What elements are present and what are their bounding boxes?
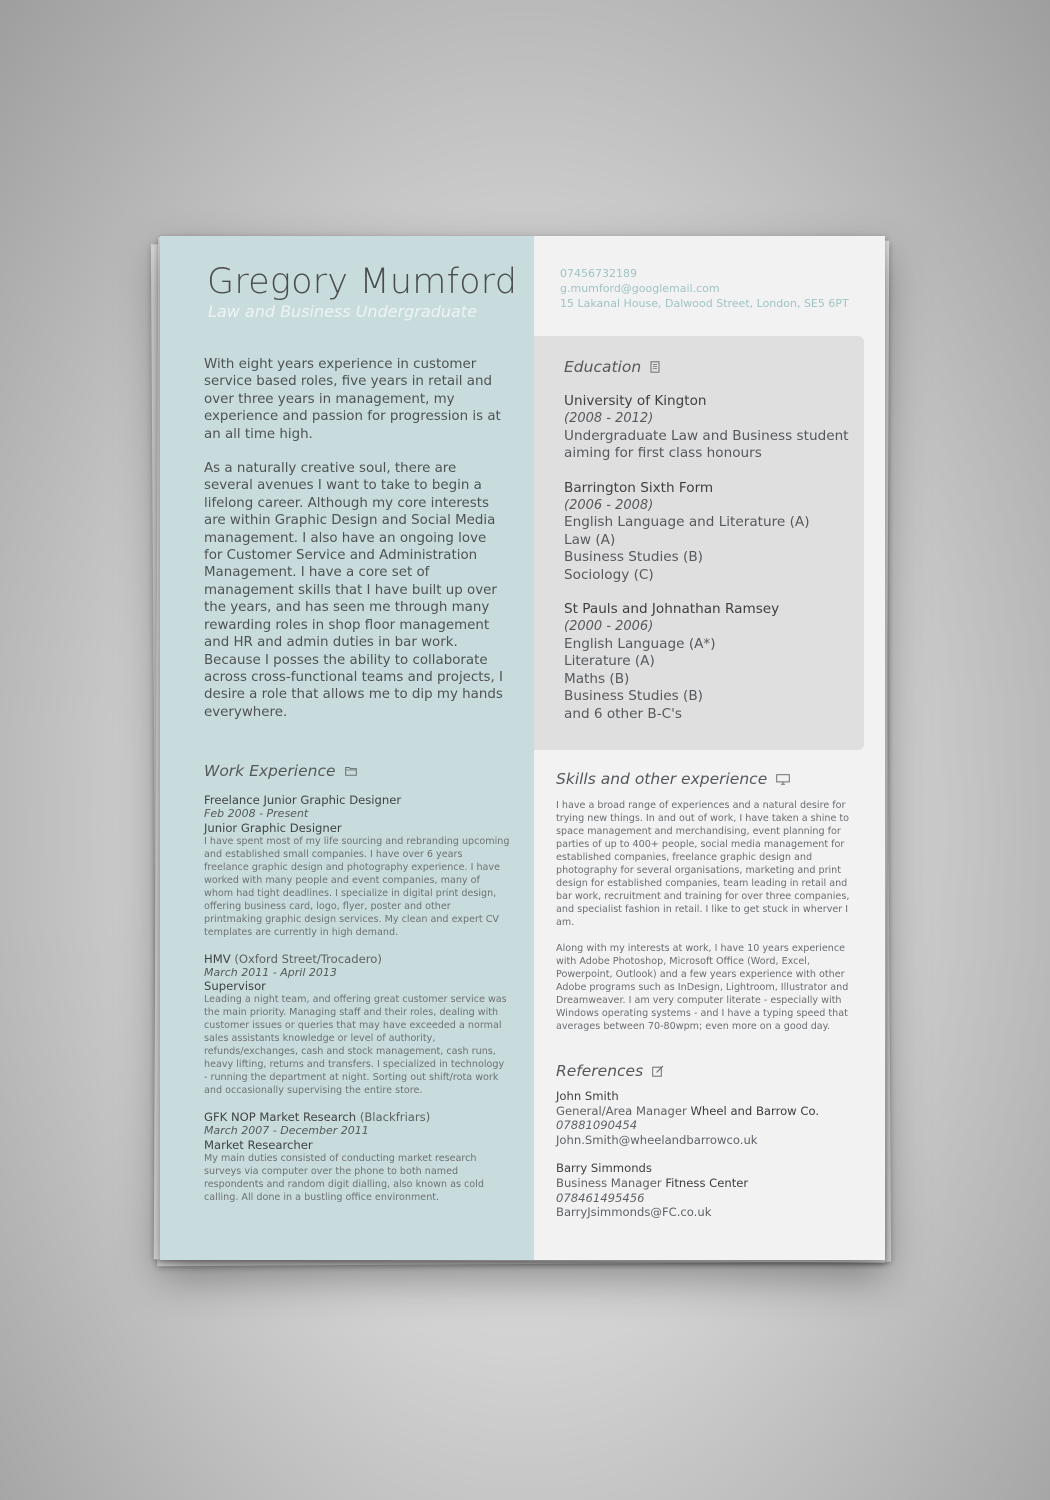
school-detail: Sociology (C) [564, 566, 654, 583]
job-description: My main duties consisted of conducting market research surveys via computer over the phone to both named respondents and random digit dialling, also known as cold calling. All done in a bustling office environment. [204, 1152, 484, 1203]
employer-name: GFK NOP Market Research [204, 1110, 357, 1124]
job-employer [204, 793, 510, 807]
reference-position [556, 1176, 866, 1191]
reference-job-title: General/Area Manager [556, 1103, 687, 1118]
references-section [556, 1062, 866, 1234]
contact-phone: 07456732189 [560, 267, 637, 280]
job-role: Supervisor [204, 979, 266, 993]
reference-phone: 078461495456 [556, 1190, 645, 1205]
job-role: Market Researcher [204, 1137, 313, 1152]
references-title: References [556, 1062, 644, 1080]
education-section [534, 336, 864, 750]
contact-block [560, 266, 849, 311]
education-title: Education [564, 358, 642, 376]
reference-email: John.Smith@wheelandbarrowco.uk [556, 1132, 758, 1147]
resume-page [160, 236, 885, 1260]
reference-email: BarryJsimmonds@FC.co.uk [556, 1205, 712, 1220]
school-detail: Maths (B) [564, 670, 630, 687]
skills-paragraph: I have a broad range of experiences and a natural desire for trying new things. In and out of work, I have taken a shine to space management and merchandising, event planning for parties of up to 400+ people, social media management for established companies, freelance graphic design and photography for several organisations, marketing and print design for established companies, team leading in retail and bar work, recruitment and training for over three companies, and specialist fashion in retail. I like to get stuck in wherver I am. [556, 800, 850, 928]
reference-position [556, 1104, 866, 1119]
contact-address: 15 Lakanal House, Dalwood Street, London, SE5 6PT [560, 297, 849, 310]
employer-name: Freelance Junior Graphic Designer [204, 793, 402, 807]
school-detail: Literature (A) [564, 653, 655, 670]
references-heading [556, 1062, 866, 1080]
job-description: I have spent most of my life sourcing and rebranding upcoming and established small companies. I have over 6 years freelance graphic design and photography experience. I have worked with many people and event companies, many of whom had tight deadlines. I specialize in digital print design, offering business card, logo, flyer, poster and other printmaking graphic design services. My clean and expert CV templates are currently in high demand. [204, 835, 510, 938]
school-detail: Business Studies (B) [564, 549, 703, 566]
left-column [160, 236, 534, 1260]
reference-entry [556, 1089, 866, 1147]
school-detail: and 6 other B-C's [564, 705, 682, 722]
intro-paragraph: With eight years experience in customer service based roles, five years in retail and over three years in management, my experience and passion for progression is at an all time high. [204, 357, 501, 442]
reference-company: Wheel and Barrow Co. [690, 1103, 820, 1118]
school-detail: Business Studies (B) [564, 688, 703, 705]
work-experience-title: Work Experience [204, 762, 336, 780]
reference-name: John Smith [556, 1089, 619, 1103]
folder-icon [345, 766, 357, 776]
job-employer [204, 1110, 510, 1124]
school-detail: Undergraduate Law and Business student aiming for first class honours [564, 427, 849, 462]
employer-name: HMV [204, 951, 231, 966]
work-experience-section [204, 762, 510, 1217]
work-experience-heading [204, 762, 510, 780]
job-description: Leading a night team, and offering great customer service was the main priority. Managing staff and their roles, dealing with customer issues or queries that may have exceeded a normal sales assistants knowledge or level of authority, refunds/exchanges, cash and stock management, cash runs, heavy lifting, returns and transfers. I specialized in technology - running the department at night. Sorting out shift/rota work and occasionally supervising the entire store. [204, 994, 507, 1096]
reference-entry [556, 1161, 866, 1219]
job-dates: March 2011 - April 2013 [204, 965, 337, 979]
job-entry [204, 952, 510, 1098]
reference-company: Fitness Center [665, 1175, 749, 1190]
reference-name: Barry Simmonds [556, 1161, 652, 1176]
intro-section [204, 356, 504, 738]
skills-heading [556, 770, 856, 788]
job-dates: March 2007 - December 2011 [204, 1124, 369, 1137]
skills-paragraph: Along with my interests at work, I have 10 years experience with Adobe Photoshop, Microsoft Office (Word, Excel, Powerpoint, Outlook) and a few years experience with other Adobe programs such as InDesign, Lightroom, Illustrator and Dreamweaver. I am very computer literate - especially with Windows operating systems - and I have a typing speed that averages between 70-80wpm; even more on a good day. [556, 943, 849, 1032]
reference-phone: 07881090454 [556, 1118, 638, 1133]
document-icon [650, 361, 660, 373]
school-name: Barrington Sixth Form [564, 479, 714, 496]
reference-job-title: Business Manager [556, 1175, 662, 1190]
job-role: Junior Graphic Designer [204, 820, 342, 835]
job-employer [204, 952, 510, 966]
job-dates: Feb 2008 - Present [204, 807, 309, 820]
school-dates: (2006 - 2008) [564, 498, 654, 514]
job-entry [204, 1110, 510, 1204]
school-detail: English Language and Literature (A) [564, 514, 810, 531]
school-detail: English Language (A*) [564, 635, 716, 652]
edit-icon [652, 1065, 664, 1077]
school-entry [564, 393, 854, 463]
skills-title: Skills and other experience [556, 770, 768, 788]
job-entry [204, 793, 510, 939]
school-dates: (2008 - 2012) [564, 411, 654, 427]
intro-paragraph: As a naturally creative soul, there are several avenues I want to take to begin a lifelong career. Although my core interests are within Graphic Design and Social Media management. I also have an ongoing love for Customer Service and Administration Management. I have a core set of management skills that I have built up over the years, and has seen me through many rewarding roles in shop floor management and HR and admin duties in bar work. Because I posses the ability to collaborate across cross-functional teams and projects, I desire a role that allows me to dip my hands everywhere. [204, 461, 503, 720]
candidate-name: Gregory Mumford [207, 262, 518, 302]
school-entry [564, 601, 854, 723]
school-name: University of Kington [564, 393, 707, 409]
skills-section [556, 770, 856, 1046]
monitor-icon [776, 774, 790, 785]
right-column [534, 236, 885, 1260]
school-name: St Pauls and Johnathan Ramsey [564, 601, 780, 618]
employer-location: (Blackfriars) [359, 1110, 431, 1124]
contact-email: g.mumford@googlemail.com [560, 282, 720, 295]
school-dates: (2000 - 2006) [564, 619, 654, 635]
education-heading [564, 358, 854, 376]
candidate-subtitle: Law and Business Undergraduate [208, 302, 477, 321]
school-detail: Law (A) [564, 531, 616, 548]
school-entry [564, 480, 854, 584]
employer-location: (Oxford Street/Trocadero) [234, 951, 382, 966]
